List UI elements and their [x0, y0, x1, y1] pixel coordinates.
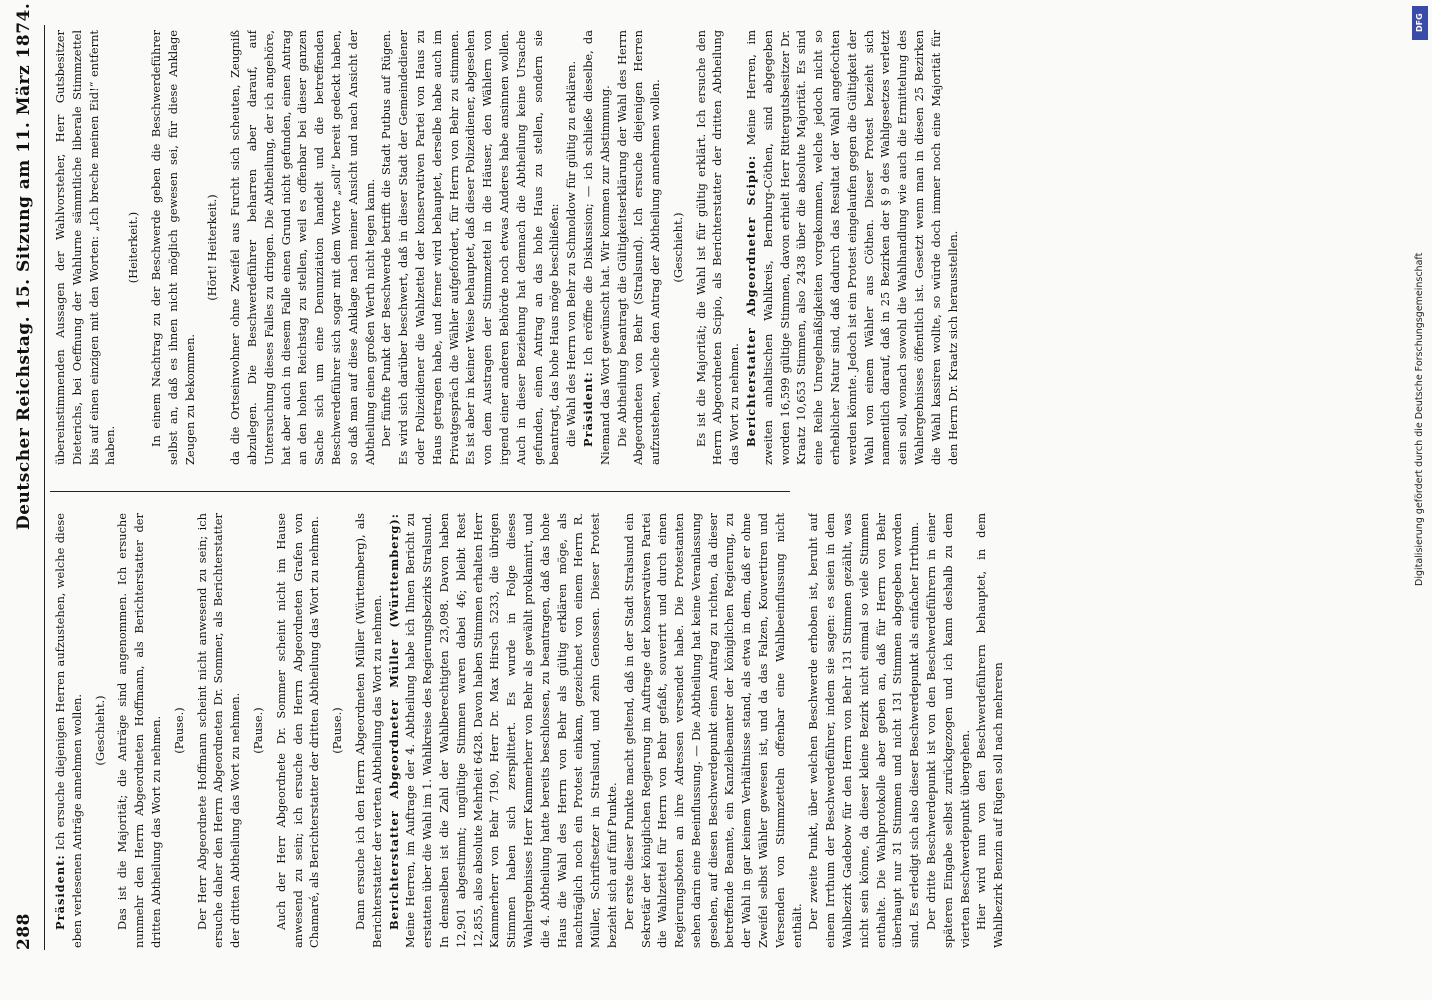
paragraph-text: Ich eröffne die Diskussion; — ich schließe dieselbe, da Niemand das Wort gewünscht hat. Wir kommen zur Abstimmung. — [580, 30, 612, 465]
stage-direction: (Geschieht.) — [670, 212, 685, 283]
paragraph — [194, 513, 244, 948]
right-column — [52, 30, 1382, 465]
paragraph-text: Es ist die Majorität; die Wahl ist für gültig erklärt. Ich ersuche den Herrn Abgeordneten Scipio, als Berichterstatter der dritten Abtheilung das Wort zu nehmen. — [693, 30, 742, 465]
paragraph-text: Hier wird nun von den Beschwerdeführern behauptet, in dem Wahlbezirk Benzin auf Rügen soll nach mehreren — [974, 513, 1006, 948]
stage-direction: (Heiterkeit.) — [126, 211, 141, 284]
digitization-credit — [1412, 0, 1432, 1000]
paragraph-text: übereinstimmenden Aussagen der Wahlvorsteher, Herr Gutsbesitzer Dieterichs, bei Oeffnung der Wahlurne sämmtliche liberale Stimmzettel bis auf einen einzigen mit den Worten: „Ich breche meinen Eid!“ entfernt haben. — [53, 30, 118, 465]
stage-direction: (Geschieht.) — [92, 695, 107, 766]
paragraph — [273, 513, 323, 948]
paragraph — [923, 513, 973, 948]
paragraph — [114, 513, 164, 948]
paragraph-text: Auch der Herr Abgeordnete Dr. Sommer scheint nicht im Hause anwesend zu sein; ich ersuche den Herrn Abgeordneten Grafen von Chamaré, als Berichterstatter der dritten Abtheilung das Wort zu nehmen. — [273, 513, 322, 948]
speaker-name: Präsident: — [580, 371, 595, 447]
credit-text: Digitalisierung gefördert durch die Deutsche Forschungsgemeinschaft — [1414, 252, 1425, 586]
paragraph-text: die Wahl des Herrn von Behr zu Schmoldow für gültig zu erklären. — [564, 60, 579, 447]
paragraph — [621, 513, 806, 948]
paragraph — [693, 30, 743, 465]
paragraph-text: Der dritte Beschwerdepunkt ist von den Beschwerdeführern in einer späteren Eingabe selbst zurückgezogen und ich kann deshalb zu dem vierten Beschwerdepunkt übergehen. — [924, 513, 972, 948]
paragraph — [805, 513, 923, 948]
paragraph-text: In einem Nachtrag zu der Beschwerde geben die Beschwerdeführer selbst an, daß es ihnen nicht möglich gewesen sei, für diese Anklage Zeugen zu bekommen. — [148, 30, 197, 465]
paragraph — [52, 30, 119, 465]
paragraph — [973, 513, 1007, 948]
paragraph-text: Der Herr Abgeordnete Hoffmann scheint nicht anwesend zu sein; ich ersuche daher den Herrn Abgeordneten Dr. Sommer, als Berichterstatter der dritten Abtheilung das Wort zu nehmen. — [194, 513, 243, 948]
paragraph-text: Die Abtheilung beantragt die Gültigkeitserklärung der Wahl des Herrn Abgeordneten von Behr (Stralsund). Ich ersuche diejenigen Herren aufzustehen, welche den Antrag der Abtheilung annehmen wollen. — [614, 30, 663, 465]
paragraph-text: Der fünfte Punkt der Beschwerde betrifft die Stadt Putbus auf Rügen. Es wird sich darüber beschwert, daß in dieser Stadt der Gemeindediener oder Polizeidiener die Wahlzettel der konservativen Partei von Haus zu Haus getragen habe, und ferner wird behauptet, derselbe habe auch im Privatgespräch die Wähler aufgefordert, für Herrn von Behr zu stimmen. Es ist aber in keiner Weise behauptet, daß dieser Polizeidiener, abgesehen von dem Austragen der Stimmzettel in die Häuser, den Wählern von irgend einer anderen Behörde noch etwas Anderes habe ansinnen wollen. Auch in dieser Beziehung hat demnach die Abtheilung keine Ursache gefunden, einen Antrag an das hohe Haus zu stellen, sondern sie beantragt, das hohe Haus möge beschließen: — [379, 30, 562, 465]
paragraph-text: Meine Herren, im zweiten anhaltischen Wahlkreis, Bernburg-Cöthen, sind abgegeben worden 16,599 gültige Stimmen, davon erhielt Herr Rittergutsbesitzer Dr. Kraatz 10,653 Stimmen, also 2438 über die absolute Majorität. Es sind eine Reihe Unregelmäßigkeiten vorgekommen, welche jedoch nicht so erheblicher Natur sind, daß dadurch das Resultat der Wahl angefochten werden könnte. Jedoch ist ein Protest eingelaufen gegen die Gültigkeit der Wahl von einem Wähler aus Cöthen. Dieser Protest bezieht sich namentlich darauf, daß in 25 Bezirken der § 9 des Wahlgesetzes verletzt sein soll, wonach sowohl die Wahlhandlung wie auch die Ermittelung des Wahlergebnisses öffentlich ist. Gesetzt wenn man in diesen 25 Bezirken die Wahl kassiren wollte, so würde doch immer noch eine Majorität für den Herrn Dr. Kraatz sich herausstellen. — [744, 30, 960, 465]
paragraph — [743, 30, 961, 465]
paragraph — [563, 30, 580, 465]
paragraph — [352, 513, 386, 948]
stage-direction: (Pause.) — [171, 707, 186, 754]
page-header — [14, 2, 40, 950]
header-rule — [44, 25, 45, 950]
paragraph — [614, 30, 664, 465]
paragraph-text: Dann ersuche ich den Herrn Abgeordneten Müller (Württemberg), als Berichterstatter der vierten Abtheilung das Wort zu nehmen. — [352, 513, 384, 948]
speaker-name: Berichterstatter Abgeordneter Müller (Württemberg): — [386, 513, 401, 930]
paragraph-text: da die Ortseinwohner ohne Zweifel aus Furcht sich scheuten, Zeugniß abzulegen. Die Beschwerdeführer beharren aber darauf, auf Untersuchung dieses Falles zu dringen. Die Abtheilung, der ich angehöre, hat aber auch in diesem Falle einen Grund nicht gefunden, einen Antrag an den hohen Reichstag zu stellen, weil es offenbar bei dieser ganzen Sache sich um eine Denunziation handelt und die betreffenden Beschwerdeführer sich sogar mit dem Worte „soll“ bereit gedeckt haben, so daß man auf diese Anklage nach meiner Ansicht und nach Ansicht der Abtheilung einen großen Werth nicht legen kann. — [228, 30, 377, 465]
paragraph-text: Ich ersuche diejenigen Herren aufzustehen, welche diese eben verlesenen Anträge annehmen wollen. — [53, 513, 84, 948]
page-number: 288 — [14, 913, 34, 950]
column-divider — [50, 491, 790, 492]
paragraph — [378, 30, 563, 465]
stage-direction: (Pause.) — [330, 707, 345, 754]
speaker-name: Präsident: — [53, 854, 67, 930]
running-title: Deutscher Reichstag. 15. Sitzung am 11. März 1874. — [14, 2, 34, 530]
paragraph — [52, 513, 86, 948]
paragraph-text: Der zweite Punkt, über welchen Beschwerde erhoben ist, beruht auf einem Irrthum der Beschwerdeführer, indem sie sagen: es seien in dem Wahlbezirk Gadebow für den Herrn von Behr 131 Stimmen gezählt, was nicht sein könne, da dieser kleine Bezirk nicht einmal so viele Stimmen enthalte. Die Wahlprotokolle aber geben an, daß für Herrn von Behr überhaupt nur 31 Stimmen und nicht 131 Stimmen abgegeben worden sind. Es erledigt sich also dieser Beschwerdepunkt als einfacher Irrthum. — [806, 513, 922, 948]
dfg-badge: DFG — [1412, 6, 1428, 40]
paragraph — [227, 30, 378, 465]
left-column — [52, 513, 1382, 948]
paragraph — [148, 30, 198, 465]
stage-direction: (Pause.) — [250, 707, 265, 754]
paragraph-text: Der erste dieser Punkte macht geltend, daß in der Stadt Stralsund ein Sekretär der königlichen Regierung im Auftrage der konservativen Partei die Wahlzettel für Herrn von Behr gefaßt, souverirt und durch einen Regierungsboten an ihre Adressen versendet habe. Die Protestanten sehen darin eine Beeinflussung. — Die Abtheilung hat keine Veranlassung gesehen, auf diesen Beschwerdepunkt einen Antrag zu richten, da dieser betreffende Beamte, ein Kanzleibeamter der königlichen Regierung, zu der Wahl in gar keinem Verhältnisse stand, als etwa in dem, daß er ohne Zweifel selbst Wähler gewesen ist, und da das Falzen, Kouvertiren und Versenden von Stimmzetteln offenbar eine Wahlbeeinflussung nicht enthält. — [621, 513, 804, 948]
paragraph — [580, 30, 614, 465]
stage-direction: (Hört! Heiterkeit.) — [205, 194, 220, 301]
paragraph-text: Meine Herren, im Auftrage der 4. Abtheilung habe ich Ihnen Bericht zu erstatten über die Wahl im 1. Wahlkreise des Regierungsbezirks Stralsund. In demselben ist die Zahl der Wahlberechtigten 23,098. Davon haben 12,901 abgestimmt; ungültige Stimmen waren dabei 46; bleibt Rest 12,855, also absolute Mehrheit 6428. Davon haben Stimmen erhalten Herr Kammerherr von Behr 7190, Herr Dr. Max Hirsch 5233, die übrigen Stimmen haben sich zersplittert. Es wurde in Folge dieses Wahlergebnisses Herr Kammerherr von Behr als gewählt proklamirt, und die 4. Abtheilung hatte bereits beschlossen, zu beantragen, daß das hohe Haus die Wahl des Herrn von Behr als gültig erklären möge, als nachträglich noch ein Protest einkam, gezeichnet von einem Herrn R. Müller, Schriftsetzer in Stralsund, und zehn Genossen. Dieser Protest bezieht sich auf fünf Punkte. — [403, 513, 619, 948]
speaker-name: Berichterstatter Abgeordneter Scipio: — [744, 154, 759, 447]
paragraph — [386, 513, 621, 948]
paragraph-text: Das ist die Majorität; die Anträge sind angenommen. Ich ersuche nunmehr den Herrn Abgeordneten Hoffmann, als Berichterstatter der dritten Abtheilung das Wort zu nehmen. — [115, 513, 163, 948]
